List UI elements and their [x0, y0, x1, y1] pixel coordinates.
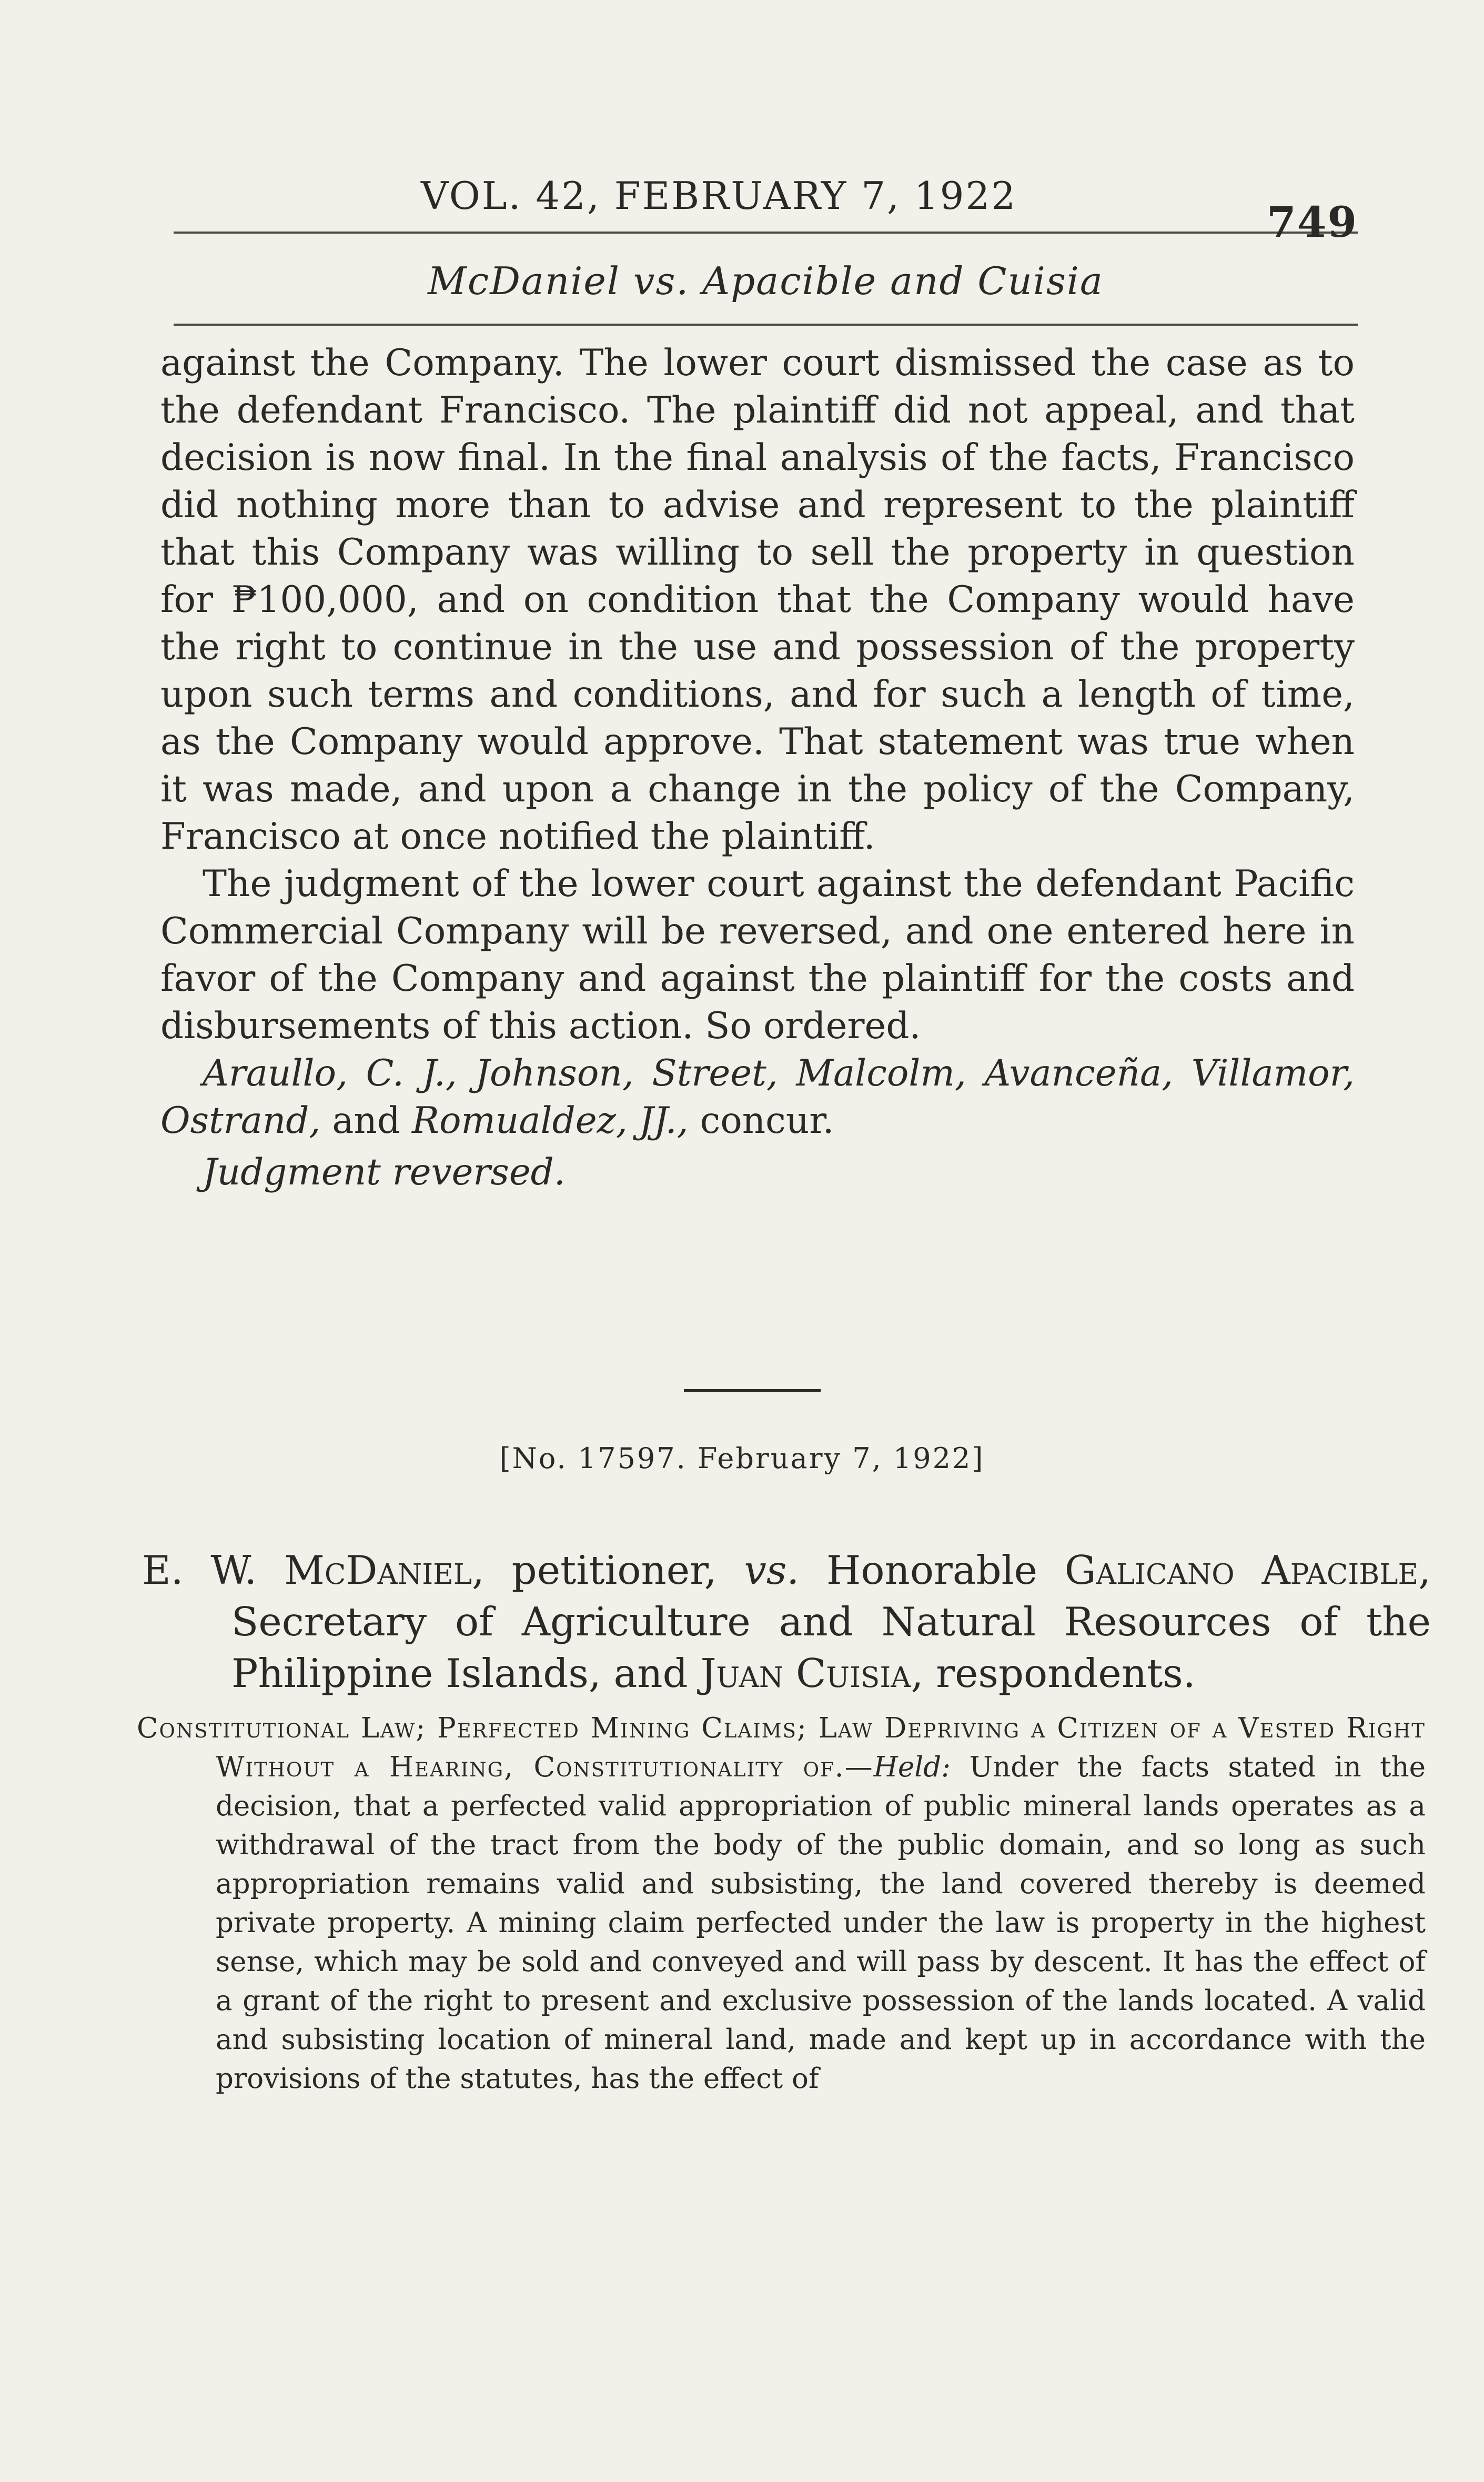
versus: vs.: [744, 1547, 800, 1593]
petitioner-name: McDaniel: [284, 1547, 472, 1593]
syllabus-heading: Constitutional Law; Perfected Mining Claims; Law Depriving a Citizen of a Vested Right Without a Hearing, Constitutionality of.—: [137, 1712, 1426, 1783]
respondent-name-1: Galicano Apacible: [1064, 1547, 1419, 1593]
concur-and: and: [332, 1100, 401, 1142]
concurring-justices-last: Romualdez, JJ.,: [412, 1100, 689, 1142]
running-title: [174, 247, 1358, 326]
respondent-name-2: Juan Cuisia: [700, 1650, 911, 1696]
section-divider: [684, 1389, 821, 1392]
paragraph-continued: against the Company. The lower court dismissed the case as to the defendant Francisco. The plaintiff did not appeal, and that decision is now final. In the final analysis of the facts, Francisco did nothing more than to advise and represent to the plaintiff that this Company was willing to sell the property in question for ₱100,000, and on condition that the Company would have the right to continue in the use and possession of the property upon such terms and conditions, and for such a length of time, as the Company would approve. That statement was true when it was made, and upon a change in the policy of the Company, Francisco at once notified the plaintiff.: [160, 342, 1355, 858]
petitioner-role: , petitioner,: [472, 1547, 717, 1593]
page-header: [174, 168, 1358, 247]
running-title-text: McDaniel vs. Apacible and Cuisia: [428, 259, 1104, 303]
paragraph-judgment: The judgment of the lower court against the defendant Pacific Commercial Company will be reversed, and one entered here in favor of the Company and against the plaintiff for the costs and disbursements of this action. So ordered.: [160, 863, 1355, 1047]
case-number: [No. 17597. February 7, 1922]: [499, 1442, 985, 1475]
disposition: Judgment reversed.: [203, 1151, 566, 1193]
concurring-justices: Araullo, C. J., Johnson, Street, Malcolm, Avanceña, Villamor, Ostrand,: [160, 1052, 1355, 1142]
syllabus-held: Held:: [873, 1751, 951, 1783]
opinion-continuation: [160, 339, 1355, 1196]
concur-word: concur.: [700, 1100, 834, 1142]
respondent-1-office: , Secretary of Agriculture and Natural Resources of the Philippine Islands, and: [231, 1547, 1431, 1696]
volume-line: VOL. 42, FEBRUARY 7, 1922: [421, 174, 1017, 218]
syllabus-text: Under the facts stated in the decision, that a perfected valid appropriation of public mineral lands operates as a withdrawal of the tract from the body of the public domain, and so long as such appropriation remains valid and subsisting, the land covered thereby is deemed private property. A mining claim perfected under the law is property in the highest sense, which may be sold and conveyed and will pass by descent. It has the effect of a grant of the right to present and exclusive possession of the lands located. A valid and subsisting location of mineral land, made and kept up in accordance with the provisions of the statutes, has the effect of: [216, 1751, 1426, 2095]
respondent-role: , respondents.: [911, 1650, 1196, 1696]
syllabus: [137, 1709, 1426, 2098]
concurrence-line: [160, 1050, 1355, 1144]
case-title: [142, 1544, 1431, 1699]
page-number: 749: [1267, 197, 1358, 247]
honorific: Honorable: [826, 1547, 1037, 1593]
case-title-initials: E. W.: [142, 1547, 257, 1593]
